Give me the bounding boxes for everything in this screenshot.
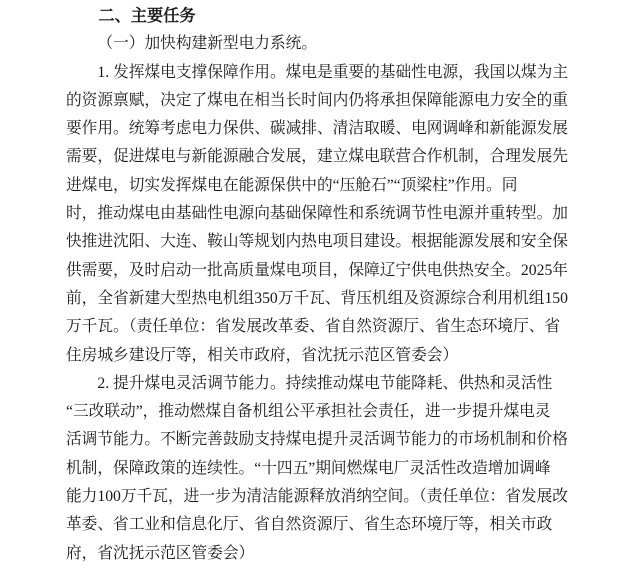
text-line: 需要，促进煤电与新能源融合发展，建立煤电联营合作机制，合理发展先 (66, 148, 568, 166)
text-line: （一）加快构建新型电力系统。 (97, 35, 318, 53)
document-body (66, 2, 576, 568)
text-line: 府，省沈抚示范区管委会） (66, 544, 255, 562)
text-line: 1. 发挥煤电支撑保障作用。煤电是重要的基础性电源，我国以煤为主 (97, 63, 569, 81)
text-line: 要作用。统筹考虑电力保供、碳减排、清洁取暖、电网调峰和新能源发展 (66, 120, 568, 138)
text-line: 供需要，及时启动一批高质量煤电项目，保障辽宁供电供热安全。2025年 (66, 261, 568, 279)
text-line: 革委、省工业和信息化厅、省自然资源厅、省生态环境厅等，相关市政 (66, 516, 553, 534)
text-line: 的资源禀赋，决定了煤电在相当长时间内仍将承担保障能源电力安全的重 (66, 91, 568, 109)
paragraph-2 (66, 370, 576, 568)
text-line: “三改联动”，推动燃煤自备机组公平承担社会责任，进一步提升煤电灵 (66, 403, 551, 421)
text-line: 住房城乡建设厅等，相关市政府，省沈抚示范区管委会） (66, 346, 459, 364)
text-line: 快推进沈阳、大连、鞍山等规划内热电项目建设。根据能源发展和安全保 (66, 233, 568, 251)
section-heading (66, 2, 576, 30)
text-line: 二、主要任务 (98, 7, 196, 25)
text-line: 能力100万千瓦，进一步为清洁能源释放消纳空间。（责任单位：省发展改 (66, 488, 568, 506)
text-line: 机制，保障政策的连续性。“十四五”期间燃煤电厂灵活性改造增加调峰 (66, 459, 551, 477)
text-line: 2. 提升煤电灵活调节能力。持续推动煤电节能降耗、供热和灵活性 (97, 374, 553, 392)
text-line: 活调节能力。不断完善鼓励支持煤电提升灵活调节能力的市场机制和价格 (66, 431, 568, 449)
text-line: 万千瓦。（责任单位：省发展改革委、省自然资源厅、省生态环境厅、省 (66, 318, 561, 336)
text-line: 进煤电，切实发挥煤电在能源保供中的“压舱石”“顶梁柱”作用。同 (66, 176, 518, 194)
paragraph-1 (66, 59, 576, 370)
text-line: 前，全省新建大型热电机组350万千瓦、背压机组及资源综合利用机组150 (66, 289, 568, 307)
subsection-heading (66, 30, 576, 58)
text-line: 时，推动煤电由基础性电源向基础保障性和系统调节性电源并重转型。加 (66, 205, 568, 223)
